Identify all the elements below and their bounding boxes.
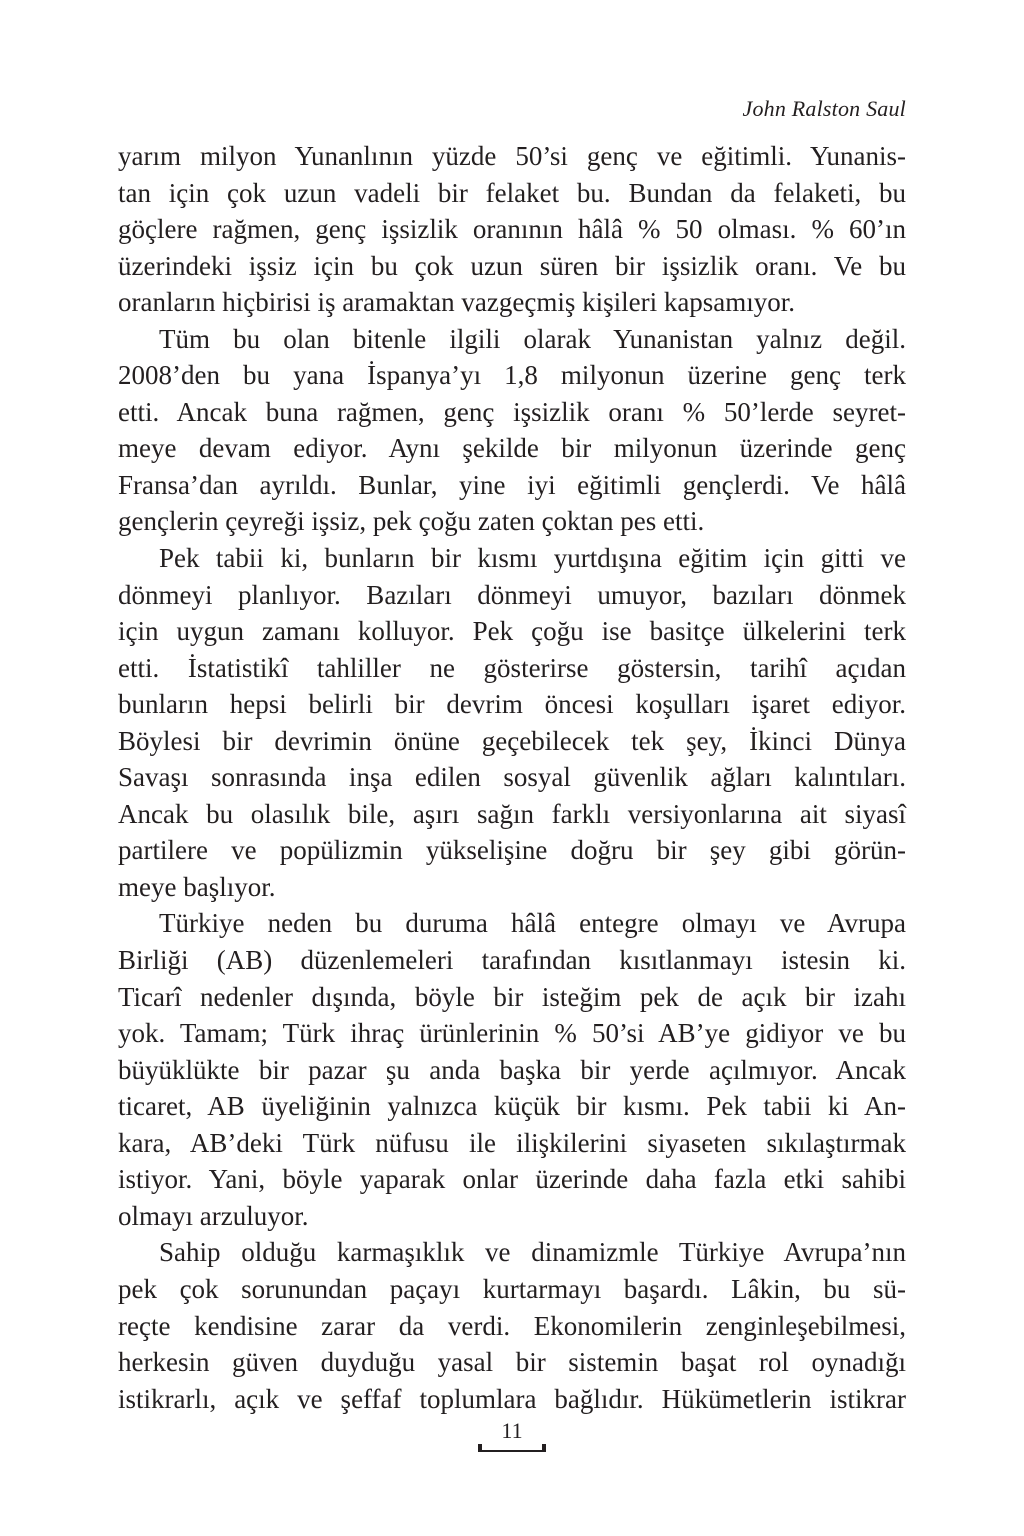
text-line: reçte kendisine zarar da verdi. Ekonomilerin zenginleşebilmesi, [118, 1310, 906, 1341]
text-line: kara, AB’deki Türk nüfusu ile ilişkilerini siyaseten sıkılaştırmak [118, 1127, 906, 1158]
paragraph [118, 321, 906, 540]
page-number-block [478, 1418, 546, 1452]
text-line: istiyor. Yani, böyle yaparak onlar üzerinde daha fazla etki sahibi [118, 1164, 906, 1195]
text-line: Türkiye neden bu duruma hâlâ entegre olmayı ve Avrupa [159, 908, 906, 939]
text-line: Pek tabii ki, bunların bir kısmı yurtdışına eğitim için gitti ve [159, 543, 906, 574]
body-text [118, 138, 906, 1417]
text-line: Ancak bu olasılık bile, aşırı sağın farklı versiyonlarına ait siyasî [118, 798, 906, 829]
page-number: 11 [501, 1418, 523, 1443]
text-line: meye devam ediyor. Aynı şekilde bir milyonun üzerinde genç [118, 433, 906, 464]
text-line: Böylesi bir devrimin önüne geçebilecek tek şey, İkinci Dünya [118, 725, 906, 756]
text-line: oranların hiçbirisi iş aramaktan vazgeçmiş kişileri kapsamıyor. [118, 287, 796, 318]
text-line: büyüklükte bir pazar şu anda başka bir yerde açılmıyor. Ancak [118, 1054, 906, 1085]
text-line: pek çok sorunundan paçayı kurtarmayı başardı. Lâkin, bu sü- [118, 1273, 906, 1304]
text-line: etti. İstatistikî tahliller ne gösterirse göstersin, tarihî açıdan [118, 652, 906, 683]
paragraph [118, 138, 906, 321]
text-line: için uygun zamanı kolluyor. Pek çoğu ise basitçe ülkelerini terk [118, 616, 906, 647]
text-line: tan için çok uzun vadeli bir felaket bu. Bundan da felaketi, bu [118, 177, 906, 208]
text-line: meye başlıyor. [118, 871, 276, 902]
text-line: bunların hepsi belirli bir devrim öncesi koşulları işaret ediyor. [118, 689, 906, 720]
paragraph [118, 540, 906, 905]
text-line: Tüm bu olan bitenle ilgili olarak Yunanistan yalnız değil. [159, 323, 906, 354]
text-line: ticaret, AB üyeliğinin yalnızca küçük bir kısmı. Pek tabii ki An- [118, 1091, 906, 1122]
text-line: gençlerin çeyreği işsiz, pek çoğu zaten çoktan pes etti. [118, 506, 705, 537]
text-line: olmayı arzuluyor. [118, 1200, 309, 1231]
text-line: herkesin güven duyduğu yasal bir sistemin başat rol oynadığı [118, 1347, 906, 1378]
text-line: göçlere rağmen, genç işsizlik oranının hâlâ % 50 olması. % 60’ın [118, 214, 906, 245]
text-line: Savaşı sonrasında inşa edilen sosyal güvenlik ağları kalıntıları. [118, 762, 906, 793]
page-number-rule [478, 1446, 546, 1452]
text-line: dönmeyi planlıyor. Bazıları dönmeyi umuyor, bazıları dönmek [118, 579, 906, 610]
text-line: 2008’den bu yana İspanya’yı 1,8 milyonun üzerine genç terk [118, 360, 906, 391]
running-head: John Ralston Saul [742, 96, 906, 121]
text-line: yarım milyon Yunanlının yüzde 50’si genç ve eğitimli. Yunanis- [118, 141, 906, 171]
text-line: Ticarî nedenler dışında, böyle bir isteğim pek de açık bir izahı [118, 981, 906, 1012]
paragraph [118, 905, 906, 1234]
text-line: Sahip olduğu karmaşıklık ve dinamizmle Türkiye Avrupa’nın [159, 1237, 906, 1268]
text-line: yok. Tamam; Türk ihraç ürünlerinin % 50’si AB’ye gidiyor ve bu [118, 1018, 906, 1049]
text-line: etti. Ancak buna rağmen, genç işsizlik oranı % 50’lerde seyret- [118, 396, 906, 427]
text-line: istikrarlı, açık ve şeffaf toplumlara bağlıdır. Hükümetlerin istikrar [118, 1383, 906, 1414]
text-line: Fransa’dan ayrıldı. Bunlar, yine iyi eğitimli gençlerdi. Ve hâlâ [118, 469, 906, 500]
paragraph [118, 1234, 906, 1417]
text-line: üzerindeki işsiz için bu çok uzun süren bir işsizlik oranı. Ve bu [118, 250, 906, 281]
text-line: Birliği (AB) düzenlemeleri tarafından kısıtlanmayı istesin ki. [118, 945, 906, 976]
text-line: partilere ve popülizmin yükselişine doğru bir şey gibi görün- [118, 835, 906, 866]
